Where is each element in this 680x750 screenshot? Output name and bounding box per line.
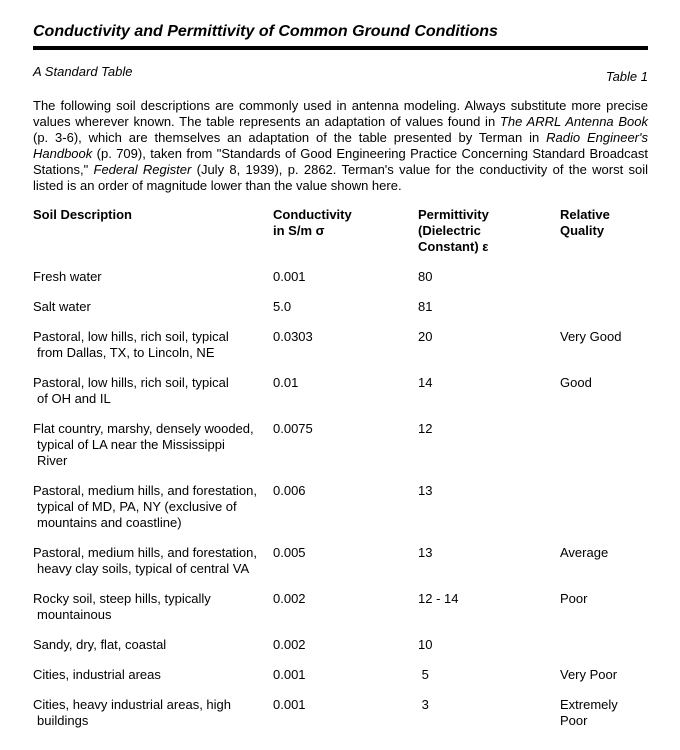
- cell-permittivity-line: 13: [418, 483, 433, 498]
- intro-text: (July 8, 1939), p. 2862. Terman's value for the conductivity of the worst soil listed is an order of magnitude lower than the value shown here.: [33, 162, 648, 193]
- cell-description-line: typical of LA near the Mississippi: [37, 437, 225, 452]
- cell-conductivity-line: 0.002: [273, 591, 306, 606]
- cell-quality-line: Average: [560, 545, 609, 560]
- cell-description: [33, 667, 273, 683]
- table-row: [33, 299, 648, 315]
- cell-conductivity: [273, 591, 418, 623]
- cell-permittivity-line: 14: [418, 375, 433, 390]
- cell-description-line: Pastoral, medium hills, and forestation,: [33, 545, 257, 560]
- intro-text: (p. 3-6), which are themselves an adaptation of the table presented by Terman in: [33, 130, 547, 145]
- cell-quality-line: Poor: [560, 713, 588, 728]
- cell-quality-line: Very Poor: [560, 667, 618, 682]
- cell-conductivity: [273, 421, 418, 469]
- table-row: [33, 375, 648, 407]
- subtitle-row: [33, 64, 648, 85]
- column-header-quality-line: Quality: [560, 223, 605, 238]
- cell-description-line: Pastoral, medium hills, and forestation,: [33, 483, 257, 498]
- cell-quality-line: Extremely: [560, 697, 618, 712]
- cell-conductivity: [273, 299, 418, 315]
- cell-description: [33, 329, 273, 361]
- cell-description: [33, 591, 273, 623]
- cell-permittivity: [418, 269, 560, 285]
- cell-description-line: mountains and coastline): [37, 515, 182, 530]
- table-row: [33, 637, 648, 653]
- cell-conductivity: [273, 375, 418, 407]
- cell-quality: [560, 667, 648, 683]
- intro-italic-text: Federal Register: [93, 162, 192, 177]
- column-header-quality-line: Relative: [560, 207, 610, 222]
- intro-italic-text: Radio Engineer's Handbook: [33, 130, 648, 161]
- cell-description-line: buildings: [37, 713, 89, 728]
- cell-conductivity: [273, 697, 418, 729]
- cell-permittivity: [418, 329, 560, 361]
- cell-permittivity: [418, 483, 560, 531]
- cell-conductivity-line: 0.0303: [273, 329, 313, 344]
- column-header-permittivity: [418, 207, 560, 255]
- table-row: [33, 329, 648, 361]
- cell-permittivity: [418, 375, 560, 407]
- table-body: [33, 269, 648, 729]
- cell-permittivity-line: 10: [418, 637, 433, 652]
- cell-permittivity: [418, 667, 560, 683]
- cell-description-line: River: [37, 453, 68, 468]
- cell-description: [33, 421, 273, 469]
- cell-description-line: from Dallas, TX, to Lincoln, NE: [37, 345, 215, 360]
- cell-quality-line: Very Good: [560, 329, 622, 344]
- column-header-description-line: Soil Description: [33, 207, 132, 222]
- cell-conductivity-line: 0.001: [273, 667, 306, 682]
- cell-conductivity-line: 0.006: [273, 483, 306, 498]
- cell-quality: [560, 591, 648, 623]
- cell-permittivity: [418, 637, 560, 653]
- cell-quality: [560, 697, 648, 729]
- cell-quality-line: Poor: [560, 591, 588, 606]
- cell-conductivity: [273, 329, 418, 361]
- cell-permittivity: [418, 545, 560, 577]
- cell-description: [33, 375, 273, 407]
- title-underline-rule: [33, 46, 648, 50]
- intro-paragraph: [33, 98, 648, 194]
- cell-conductivity-line: 0.005: [273, 545, 306, 560]
- cell-description: [33, 637, 273, 653]
- column-header-permittivity-line: (Dielectric: [418, 223, 481, 238]
- column-header-description: [33, 207, 273, 255]
- cell-description-line: Fresh water: [33, 269, 102, 284]
- cell-permittivity-line: 80: [418, 269, 433, 284]
- cell-conductivity-line: 0.001: [273, 697, 306, 712]
- cell-conductivity: [273, 483, 418, 531]
- cell-description-line: Flat country, marshy, densely wooded,: [33, 421, 254, 436]
- cell-description: [33, 483, 273, 531]
- column-header-permittivity-line: Permittivity: [418, 207, 489, 222]
- cell-conductivity-line: 0.002: [273, 637, 306, 652]
- cell-description-line: mountainous: [37, 607, 112, 622]
- cell-quality: [560, 483, 648, 531]
- cell-description: [33, 697, 273, 729]
- cell-description-line: of OH and IL: [37, 391, 111, 406]
- cell-quality: [560, 637, 648, 653]
- table-row: [33, 421, 648, 469]
- intro-italic-text: The ARRL Antenna Book: [499, 114, 649, 129]
- column-header-conductivity: [273, 207, 418, 255]
- cell-description: [33, 545, 273, 577]
- cell-conductivity-line: 0.0075: [273, 421, 313, 436]
- cell-conductivity-line: 0.001: [273, 269, 306, 284]
- cell-conductivity: [273, 667, 418, 683]
- cell-conductivity-line: 5.0: [273, 299, 292, 314]
- cell-description-line: typical of MD, PA, NY (exclusive of: [37, 499, 237, 514]
- column-header-quality: [560, 207, 648, 255]
- page-title: Conductivity and Permittivity of Common Ground Conditions: [33, 23, 498, 40]
- column-header-conductivity-line: Conductivity: [273, 207, 352, 222]
- cell-quality: [560, 329, 648, 361]
- table-row: [33, 667, 648, 683]
- table-row: [33, 591, 648, 623]
- table-header-row: [33, 207, 648, 255]
- cell-quality: [560, 269, 648, 285]
- cell-conductivity: [273, 637, 418, 653]
- subtitle: A Standard Table: [33, 64, 133, 79]
- cell-permittivity: [418, 299, 560, 315]
- cell-quality: [560, 375, 648, 407]
- table-number-label: Table 1: [605, 69, 648, 84]
- cell-conductivity: [273, 545, 418, 577]
- cell-quality: [560, 299, 648, 315]
- column-header-permittivity-line: Constant) ε: [418, 239, 489, 254]
- cell-quality: [560, 421, 648, 469]
- cell-conductivity-line: 0.01: [273, 375, 299, 390]
- cell-description-line: Pastoral, low hills, rich soil, typical: [33, 329, 229, 344]
- cell-description-line: Salt water: [33, 299, 91, 314]
- cell-description-line: Cities, heavy industrial areas, high: [33, 697, 231, 712]
- cell-quality: [560, 545, 648, 577]
- table-row: [33, 483, 648, 531]
- intro-text: (p. 709), taken from "Standards of Good Engineering Practice Concerning Standard Broadcast Stations,": [33, 146, 648, 177]
- cell-conductivity: [273, 269, 418, 285]
- cell-description: [33, 269, 273, 285]
- cell-permittivity: [418, 421, 560, 469]
- cell-permittivity-line: 81: [418, 299, 433, 314]
- cell-permittivity-line: 20: [418, 329, 433, 344]
- intro-text: The following soil descriptions are commonly used in antenna modeling. Always substitute more precise values wherever known. The table represents an adaptation of values found in: [33, 98, 648, 129]
- cell-permittivity: [418, 697, 560, 729]
- cell-permittivity-line: 3: [418, 697, 429, 712]
- cell-permittivity-line: 12: [418, 421, 433, 436]
- table-row: [33, 697, 648, 729]
- cell-description-line: Pastoral, low hills, rich soil, typical: [33, 375, 229, 390]
- table-row: [33, 269, 648, 285]
- table-row: [33, 545, 648, 577]
- cell-description: [33, 299, 273, 315]
- cell-description-line: Cities, industrial areas: [33, 667, 161, 682]
- cell-permittivity-line: 5: [418, 667, 429, 682]
- cell-description-line: Rocky soil, steep hills, typically: [33, 591, 211, 606]
- cell-quality-line: Good: [560, 375, 592, 390]
- cell-permittivity-line: 12 - 14: [418, 591, 459, 606]
- cell-description-line: heavy clay soils, typical of central VA: [37, 561, 250, 576]
- cell-permittivity: [418, 591, 560, 623]
- cell-permittivity-line: 13: [418, 545, 433, 560]
- column-header-conductivity-line: in S/m σ: [273, 223, 325, 238]
- cell-description-line: Sandy, dry, flat, coastal: [33, 637, 167, 652]
